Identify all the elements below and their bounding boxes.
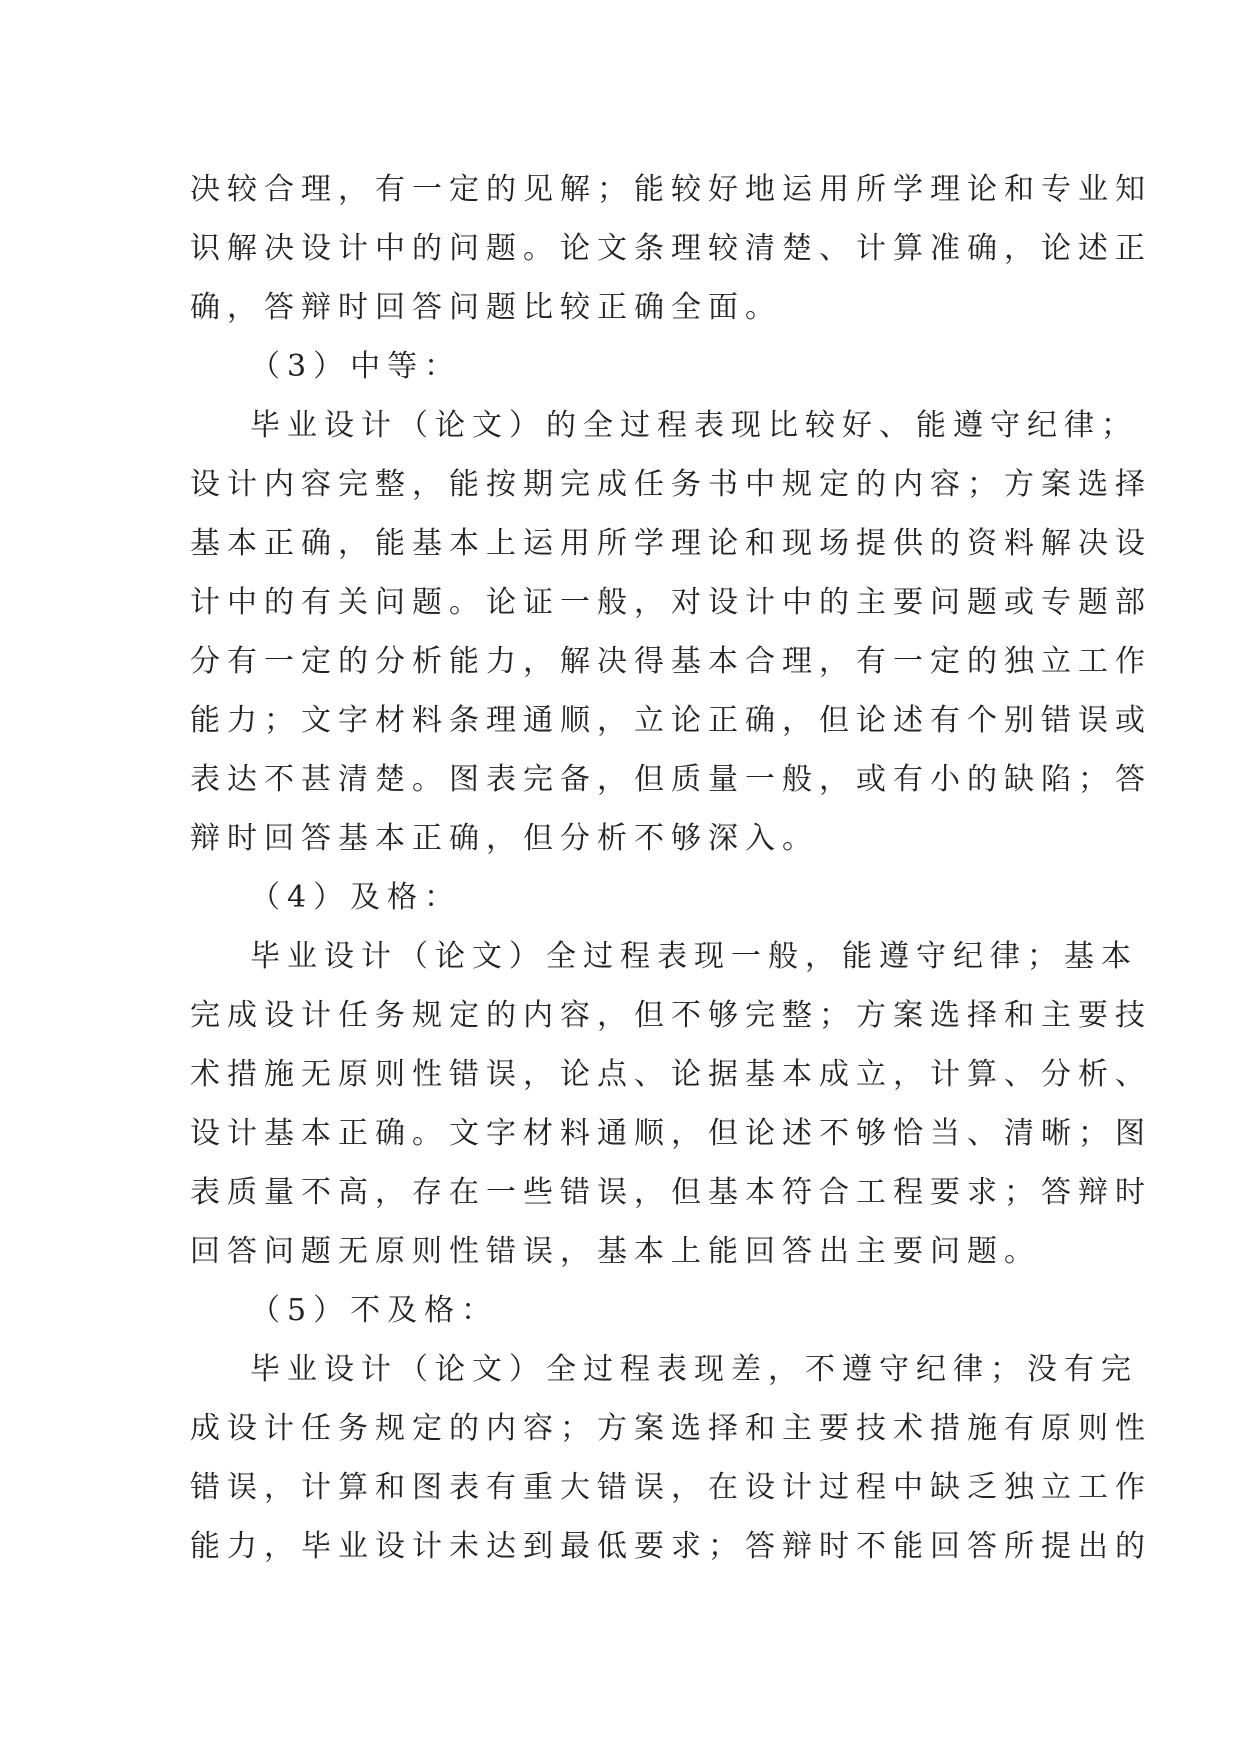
text-line: 回答问题无原则性错误，基本上能回答出主要问题。	[190, 1234, 1041, 1269]
section-heading-5: （5）不及格：	[250, 1293, 499, 1328]
text-line: 完成设计任务规定的内容，但不够完整；方案选择和主要技	[190, 998, 1152, 1033]
text-line: 成设计任务规定的内容；方案选择和主要技术措施有原则性	[190, 1411, 1152, 1446]
text-line: 术措施无原则性错误，论点、论据基本成立，计算、分析、	[190, 1057, 1152, 1092]
text-line: 计中的有关问题。论证一般，对设计中的主要问题或专题部	[190, 585, 1152, 620]
section-heading-3: （3）中等：	[250, 349, 462, 384]
text-line: 表达不甚清楚。图表完备，但质量一般，或有小的缺陷；答	[190, 762, 1152, 797]
text-line: 决较合理，有一定的见解；能较好地运用所学理论和专业知	[190, 172, 1152, 207]
text-line: 错误，计算和图表有重大错误，在设计过程中缺乏独立工作	[190, 1470, 1152, 1505]
text-line: 确，答辩时回答问题比较正确全面。	[190, 290, 782, 325]
paragraph-start: 毕业设计（论文）全过程表现差，不遵守纪律；没有完	[250, 1352, 1138, 1387]
text-line: 分有一定的分析能力，解决得基本合理，有一定的独立工作	[190, 644, 1152, 679]
text-line: 设计基本正确。文字材料通顺，但论述不够恰当、清晰；图	[190, 1116, 1152, 1151]
text-line: 设计内容完整，能按期完成任务书中规定的内容；方案选择	[190, 467, 1152, 502]
paragraph-start: 毕业设计（论文）全过程表现一般，能遵守纪律；基本	[250, 939, 1138, 974]
text-line: 能力，毕业设计未达到最低要求；答辩时不能回答所提出的	[190, 1529, 1152, 1564]
text-line: 能力；文字材料条理通顺，立论正确，但论述有个别错误或	[190, 703, 1152, 738]
body-text	[190, 160, 1152, 1576]
section-heading-4: （4）及格：	[250, 880, 462, 915]
text-line: 基本正确，能基本上运用所学理论和现场提供的资料解决设	[190, 526, 1152, 561]
text-line: 表质量不高，存在一些错误，但基本符合工程要求；答辩时	[190, 1175, 1152, 1210]
text-line: 辩时回答基本正确，但分析不够深入。	[190, 821, 819, 856]
paragraph-start: 毕业设计（论文）的全过程表现比较好、能遵守纪律；	[250, 408, 1138, 443]
text-line: 识解决设计中的问题。论文条理较清楚、计算准确，论述正	[190, 231, 1152, 266]
